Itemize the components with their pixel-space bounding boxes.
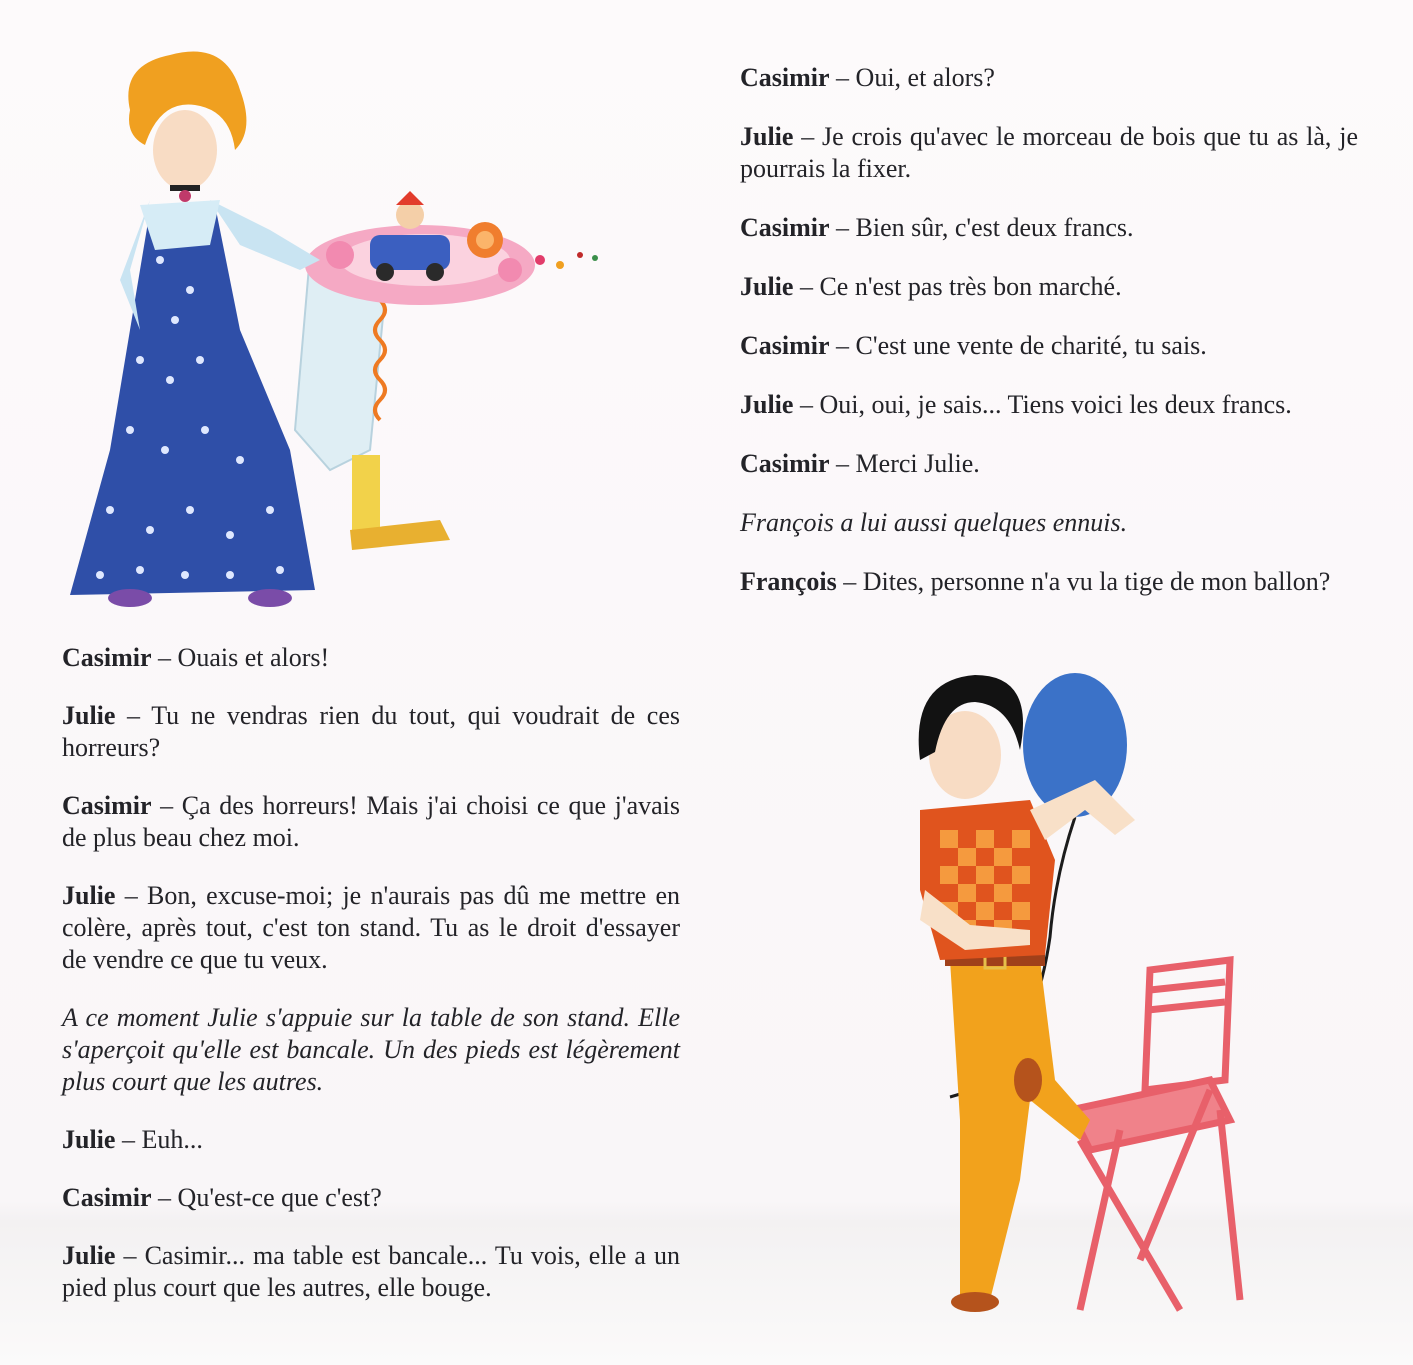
dialogue-line: Julie – Euh... bbox=[62, 1125, 203, 1154]
dialogue-line: Casimir – Merci Julie. bbox=[740, 449, 980, 478]
dialogue-line: Casimir – Qu'est-ce que c'est? bbox=[62, 1183, 382, 1212]
dialogue-line: Casimir – Ça des horreurs! Mais j'ai choisi ce que j'avais de plus beau chez moi. bbox=[62, 791, 680, 852]
dialogue-line: Julie – Je crois qu'avec le morceau de bois que tu as là, je pourrais la fixer. bbox=[740, 122, 1358, 183]
francois-illustration bbox=[880, 660, 1270, 1320]
stage-direction: François a lui aussi quelques ennuis. bbox=[740, 508, 1128, 537]
dialogue-line: Casimir – Oui, et alors? bbox=[740, 63, 995, 92]
right-text-column bbox=[740, 62, 1358, 625]
julie-illustration bbox=[40, 30, 620, 620]
dialogue-line: François – Dites, personne n'a vu la tige de mon ballon? bbox=[740, 567, 1331, 596]
dialogue-line: Casimir – C'est une vente de charité, tu sais. bbox=[740, 331, 1207, 360]
dialogue-line: Julie – Tu ne vendras rien du tout, qui voudrait de ces horreurs? bbox=[62, 701, 680, 762]
dialogue-line: Julie – Ce n'est pas très bon marché. bbox=[740, 272, 1122, 301]
stage-direction: A ce moment Julie s'appuie sur la table de son stand. Elle s'aperçoit qu'elle est bancale. Un des pieds est légèrement plus court que les autres. bbox=[62, 1003, 680, 1096]
dialogue-line: Julie – Casimir... ma table est bancale... Tu vois, elle a un pied plus court que les autres, elle bouge. bbox=[62, 1241, 680, 1302]
dialogue-line: Casimir – Bien sûr, c'est deux francs. bbox=[740, 213, 1134, 242]
dialogue-line: Julie – Oui, oui, je sais... Tiens voici les deux francs. bbox=[740, 390, 1292, 419]
dialogue-line: Casimir – Ouais et alors! bbox=[62, 643, 330, 672]
left-text-column bbox=[62, 642, 680, 1330]
dialogue-line: Julie – Bon, excuse-moi; je n'aurais pas dû me mettre en colère, après tout, c'est ton stand. Tu as le droit d'essayer de vendre ce que tu veux. bbox=[62, 881, 680, 974]
